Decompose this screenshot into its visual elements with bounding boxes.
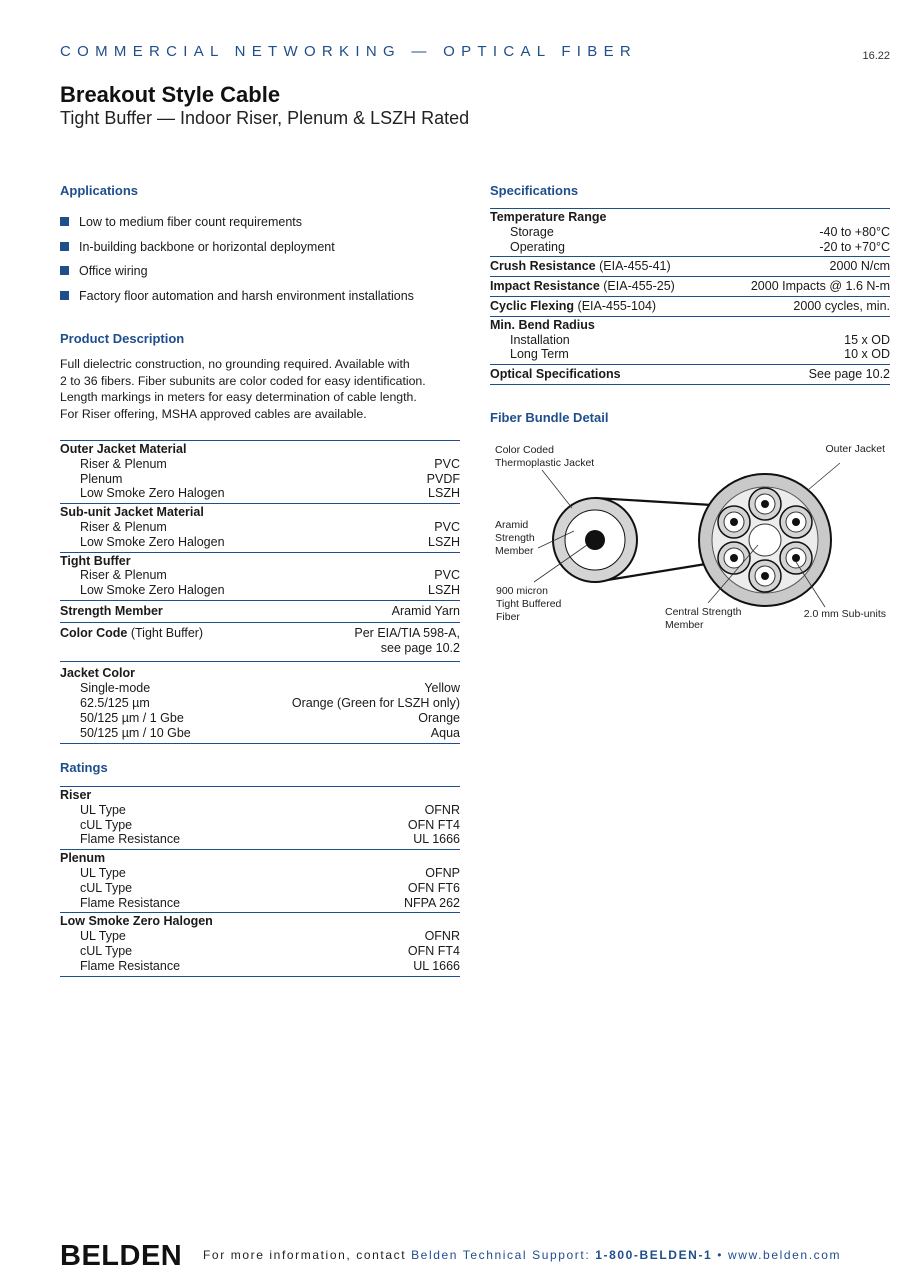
table-row: Riser & Plenum PVC [80,568,460,583]
group-title: Min. Bend Radius [490,317,595,332]
label-central-member: Member [665,619,704,631]
bullet-square-icon [60,266,69,275]
bend-radius-group [490,317,890,365]
table-row: 50/125 µm / 10 Gbe Aqua [80,725,460,740]
table-row: Low Smoke Zero Halogen LSZH [80,534,460,549]
list-item: Office wiring [60,262,460,287]
subunit-icon [749,560,781,592]
label-thermoplastic-jacket: Thermoplastic Jacket [495,457,595,469]
group-title: Riser [60,788,92,802]
table-row: UL Type OFNR [80,929,460,944]
subunit-icon [749,488,781,520]
table-row: Cyclic Flexing (EIA-455-104) 2000 cycles, min. [490,298,890,313]
group-title: Tight Buffer [60,553,131,568]
bullet-square-icon [60,291,69,300]
lszh-group [60,913,460,976]
list-item: Factory floor automation and harsh environment installations [60,287,460,312]
table-row: cUL Type OFN FT6 [80,880,460,895]
group-title: Jacket Color [60,666,136,681]
optical-group [490,365,890,385]
plenum-group [60,850,460,913]
bullet-square-icon [60,217,69,226]
applications-heading: Applications [60,183,139,198]
subunit-jacket-group [60,504,460,552]
subunit-icon [780,542,812,574]
page-number: 16.22 [862,50,890,62]
table-row: 62.5/125 µm Orange (Green for LSZH only) [80,695,460,710]
table-row: Riser & Plenum PVC [80,519,460,534]
label-aramid: Aramid [495,519,529,531]
table-row: cUL Type OFN FT4 [80,817,460,832]
outer-jacket-group [60,441,460,504]
subunit-icon [780,506,812,538]
table-row: Optical Specifications See page 10.2 [490,367,890,382]
table-row: Strength Member Aramid Yarn [60,603,460,618]
group-title: Sub-unit Jacket Material [60,505,204,520]
group-title: Plenum [60,851,106,866]
materials-table [60,440,460,744]
label-outer-jacket: Outer Jacket [825,443,885,455]
label-member: Member [495,545,534,557]
label-900-micron: 900 micron [496,585,548,597]
group-title: Low Smoke Zero Halogen [60,914,213,929]
table-row: cUL Type OFN FT4 [80,943,460,958]
tight-buffer-group [60,553,460,601]
label-tight-buffered: Tight Buffered [496,598,562,610]
contact-line: For more information, contact Belden Technical Support: 1-800-BELDEN-1 • www.belden.com [203,1248,842,1262]
table-row: Storage -40 to +80°C [510,224,890,239]
phone-number: 1-800-BELDEN-1 [595,1248,713,1262]
table-row: Crush Resistance (EIA-455-41) 2000 N/cm [490,259,890,274]
table-row: Flame Resistance NFPA 262 [80,895,460,910]
subunit-icon [718,506,750,538]
table-row: Single-mode Yellow [80,681,460,696]
label-color-coded: Color Coded [495,444,554,456]
product-description-text: Full dielectric construction, no grounding required. Available with 2 to 36 fibers. Fiber subunits are color coded for easy identification. Length markings in meters for easy determination of cable length. For Riser offering, MSHA approved cables are available. [60,357,426,421]
product-description-heading: Product Description [60,331,185,346]
flexing-group [490,297,890,317]
group-title: Outer Jacket Material [60,442,187,456]
jacket-color-group [60,662,460,744]
table-row: 50/125 µm / 1 Gbe Orange [80,710,460,725]
tight-buffered-fiber-circle [585,530,605,550]
table-row: Installation 15 x OD [510,332,890,347]
table-row: see page 10.2 [380,640,460,655]
table-row: Long Term 10 x OD [510,347,890,362]
bullet-square-icon [60,242,69,251]
table-row: UL Type OFNR [80,802,460,817]
color-code-group [60,623,460,663]
table-row: Riser & Plenum PVC [80,456,460,471]
ratings-heading: Ratings [60,760,108,775]
footer [60,1240,890,1270]
table-row: Impact Resistance (EIA-455-25) 2000 Impacts @ 1.6 N-m [490,279,890,294]
table-row: UL Type OFNP [80,865,460,880]
impact-group [490,277,890,297]
applications-list [60,213,460,312]
specifications-table [490,208,890,385]
ratings-table [60,786,460,977]
page-title: Breakout Style Cable [60,82,281,107]
table-row: Flame Resistance UL 1666 [80,832,460,847]
category-banner: COMMERCIAL NETWORKING — OPTICAL FIBER [60,43,638,60]
website-link[interactable]: www.belden.com [727,1248,842,1262]
belden-logo: BELDEN [60,1240,183,1272]
table-row: Flame Resistance UL 1666 [80,958,460,973]
list-item: Low to medium fiber count requirements [60,213,460,238]
table-row: Low Smoke Zero Halogen LSZH [80,583,460,598]
riser-group [60,787,460,850]
table-row: Color Code (Tight Buffer) Per EIA/TIA 598-A, [60,625,460,640]
group-title: Temperature Range [490,210,607,224]
fiber-bundle-heading: Fiber Bundle Detail [490,410,609,425]
label-fiber: Fiber [496,611,520,623]
central-strength-member-circle [749,524,781,556]
subunit-icon [718,542,750,574]
strength-member-group [60,601,460,623]
table-row: Plenum PVDF [80,471,460,486]
label-subunits: 2.0 mm Sub-units [803,608,886,620]
table-row: Low Smoke Zero Halogen LSZH [80,486,460,501]
page-subtitle: Tight Buffer — Indoor Riser, Plenum & LSZH Rated [60,108,470,128]
fiber-bundle-diagram [490,435,890,635]
crush-group [490,257,890,277]
specifications-heading: Specifications [490,183,579,198]
list-item: In-building backbone or horizontal deployment [60,238,460,263]
label-strength: Strength [495,532,535,544]
label-central-strength: Central Strength [665,606,742,618]
table-row: Operating -20 to +70°C [510,239,890,254]
temperature-group [490,209,890,257]
